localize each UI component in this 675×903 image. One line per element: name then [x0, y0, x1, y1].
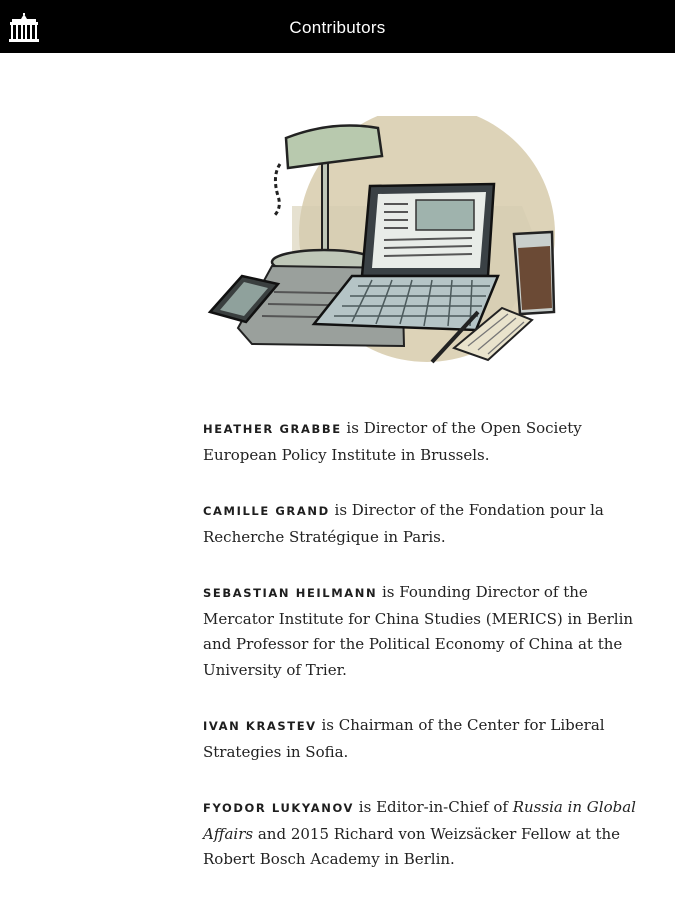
contributor-description: is Chairman of the Center for Liberal Strategies in Sofia. — [203, 716, 605, 761]
top-bar — [0, 0, 675, 53]
contributor-description: is Founding Director of the Mercator Institute for China Studies (MERICS) in Berlin and Professor for the Political Economy of China at the University of Trier. — [203, 583, 634, 679]
contributor-name: SEBASTIAN HEILMANN — [203, 586, 378, 600]
contributor-bio — [203, 580, 643, 683]
contributor-name: IVAN KRASTEV — [203, 719, 317, 733]
publication-title: Russia in Global Affairs — [203, 798, 636, 843]
contributor-name: FYODOR LUKYANOV — [203, 801, 355, 815]
page-title: Contributors — [289, 18, 386, 37]
contributor-description: is Director of the Fondation pour la Recherche Stratégique in Paris. — [203, 501, 604, 546]
contributor-name: CAMILLE GRAND — [203, 504, 330, 518]
contributor-bio — [203, 498, 643, 550]
description-text: is Editor-in-Chief of — [354, 798, 513, 816]
contributor-description: is Director of the Open Society European Policy Institute in Brussels. — [203, 419, 582, 464]
contributor-bio — [203, 713, 643, 765]
contributors-list — [203, 416, 643, 903]
contributor-bio — [203, 795, 643, 873]
contributor-bio — [203, 416, 643, 468]
description-text: and 2015 Richard von Weizsäcker Fellow at the Robert Bosch Academy in Berlin. — [203, 824, 621, 868]
desk-laptop-illustration — [202, 116, 612, 366]
contributor-name: HEATHER GRABBE — [203, 422, 342, 436]
